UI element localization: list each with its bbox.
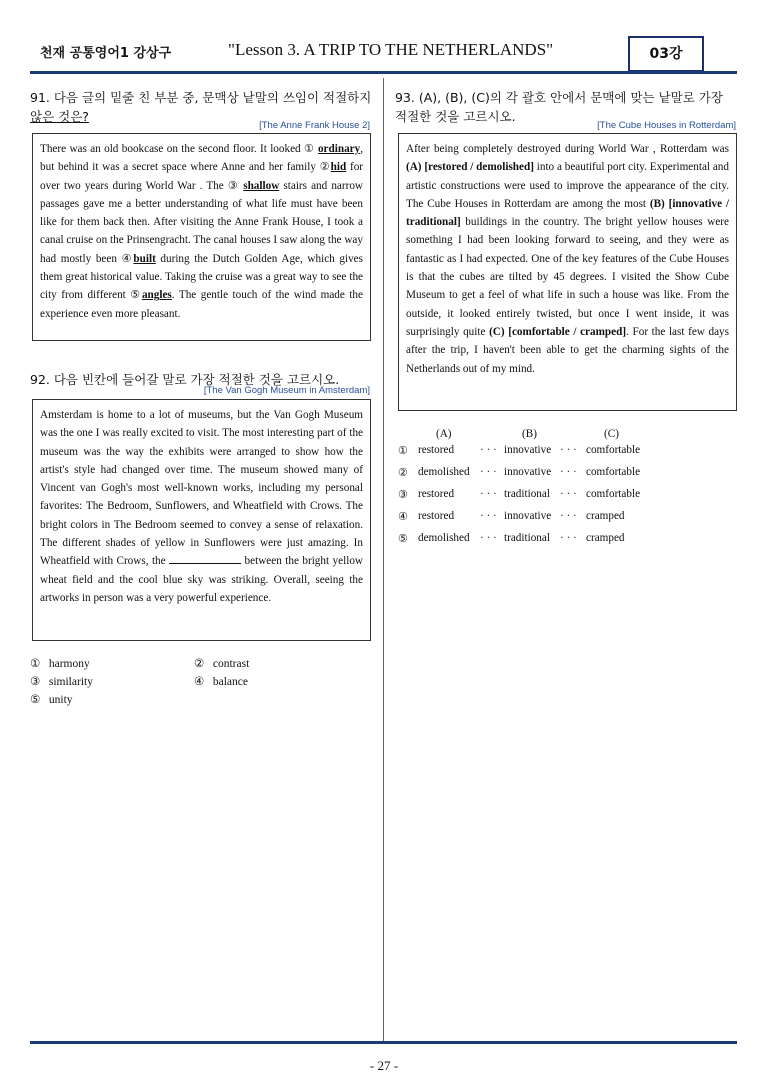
q91-passage: [32, 133, 371, 341]
option-a: restored: [418, 444, 455, 456]
choice-text: similarity: [48, 676, 93, 688]
q91-text-1: There was an old bookcase on the second floor. It looked: [40, 143, 304, 155]
separator-dots: · · ·: [480, 532, 497, 544]
option-number: ②: [398, 467, 409, 479]
q91-underlined-2: hid: [330, 161, 347, 174]
option-number: ③: [398, 489, 409, 501]
option-c: comfortable: [586, 466, 641, 478]
separator-dots: · · ·: [560, 466, 577, 478]
q93-text-1: After being completely destroyed during World War , Rotterdam was: [406, 143, 729, 155]
q93-option-4[interactable]: [398, 510, 738, 530]
header-c: (C): [604, 428, 619, 440]
q92-choice-1[interactable]: [30, 655, 90, 673]
q93-passage: [398, 133, 737, 411]
q93-answer-table: [398, 428, 738, 558]
choice-number: ②: [194, 658, 205, 670]
option-b: traditional: [504, 488, 550, 500]
q92-source: [The Van Gogh Museum in Amsterdam]: [203, 385, 370, 396]
q93-prompt-line1: 93. (A), (B), (C)의 각 괄호 안에서 문맥에 맞는 낱말로 가장: [395, 90, 723, 105]
q93-option-2[interactable]: [398, 466, 738, 486]
lesson-badge: 03강: [628, 36, 704, 72]
book-title: 천재 공통영어1 강상구: [40, 46, 172, 61]
q91-text-2: , but behind it was a secret space where Anne and her family: [40, 143, 364, 174]
q92-prompt: 92. 다음 빈칸에 들어갈 말로 가장 적절한 것을 고르시오.: [30, 372, 340, 387]
separator-dots: · · ·: [560, 510, 577, 522]
option-c: comfortable: [586, 444, 641, 456]
choice-number: ⑤: [30, 694, 41, 706]
q91-text-6: . The gentle touch of the wind made the experience even more pleasant.: [40, 289, 363, 320]
separator-dots: · · ·: [560, 532, 577, 544]
q92-choice-2[interactable]: [194, 655, 249, 673]
choice-number: ④: [194, 676, 205, 688]
separator-dots: · · ·: [560, 444, 577, 456]
q91-text-4: stairs and narrow passages gave me a better understanding of what life must have been like for them back then. After visiting the Anne Frank House, I took a canal cruise on the Prinsengracht. The canal houses I saw along the way had mostly been: [40, 179, 364, 265]
option-c: comfortable: [586, 488, 641, 500]
page-number: - 27 -: [369, 1058, 399, 1073]
q91-prompt-line2: 않은 것은?: [30, 109, 89, 124]
q93-option-5[interactable]: [398, 532, 738, 552]
option-a: demolished: [418, 466, 470, 478]
q92-choice-5[interactable]: [30, 691, 73, 709]
header-rule: [30, 71, 737, 74]
choice-text: contrast: [212, 658, 250, 670]
column-divider: [383, 78, 384, 1043]
q92-text-after: between the bright yellow wheat field and the cool blue sky was striking. Overall, seeing the artworks in person was a very powerful experience.: [40, 555, 363, 604]
q93-text-4: . For the last few days after the trip, I haven't been able to get the charming sights of the Netherlands out of my mind.: [406, 325, 730, 375]
separator-dots: · · ·: [480, 510, 497, 522]
header-b: (B): [522, 428, 537, 440]
q91-marker-2: ②: [319, 161, 331, 174]
q93-bracket-b: (B) [innovative / traditional]: [406, 197, 729, 229]
choice-text: balance: [212, 676, 248, 688]
option-a: restored: [418, 488, 455, 500]
option-c: cramped: [586, 532, 625, 544]
q91-underlined-3: shallow: [243, 179, 280, 192]
q91-underlined-1: ordinary: [317, 143, 361, 155]
choice-number: ③: [30, 676, 41, 688]
option-b: innovative: [504, 466, 552, 478]
choice-text: unity: [48, 694, 73, 706]
q93-source: [The Cube Houses in Rotterdam]: [597, 120, 736, 131]
option-b: innovative: [504, 510, 552, 522]
q91-underlined-5: angles: [141, 289, 172, 302]
option-number: ④: [398, 511, 409, 523]
q93-bracket-c: (C) [comfortable / cramped]: [489, 325, 627, 338]
option-c: cramped: [586, 510, 625, 522]
option-b: innovative: [504, 444, 552, 456]
option-a: demolished: [418, 532, 470, 544]
q91-marker-4: ④: [121, 252, 134, 265]
q91-underlined-4: built: [133, 252, 156, 265]
q92-text-before: Amsterdam is home to a lot of museums, but the Van Gogh Museum was the one I was really excited to visit. The most interesting part of the museum was the way the exhibits were arranged to show how the artist's style had changed over time. The museum showed many of Vincent van Gogh's most well-known works, including my personal favorites: The Bedroom, Sunflowers, and Wheatfield with Crows. The bright colors in The Bedroom seemed to convey a sense of relaxation. The different shades of yellow in Sunflowers were just amazing. In Wheatfield with Crows, the: [40, 409, 363, 568]
q92-choice-4[interactable]: [194, 673, 248, 691]
separator-dots: · · ·: [560, 488, 577, 500]
lesson-title: "Lesson 3. A TRIP TO THE NETHERLANDS": [228, 40, 554, 59]
q92-choice-3[interactable]: [30, 673, 93, 691]
q91-prompt-line1: 91. 다음 글의 밑줄 친 부분 중, 문맥상 낱말의 쓰임이 적절하지: [30, 90, 372, 105]
q93-bracket-a: (A) [restored / demolished]: [406, 161, 534, 174]
q93-prompt-line2: 적절한 것을 고르시오.: [395, 109, 516, 124]
option-b: traditional: [504, 532, 550, 544]
option-number: ①: [398, 445, 409, 457]
q91-text-5: during the Dutch Golden Age, which gives them great historical value. Taking the cruise was a great way to see the city from different: [40, 252, 363, 302]
footer-rule: [30, 1041, 737, 1044]
option-a: restored: [418, 510, 455, 522]
q91-marker-1: ①: [304, 143, 315, 155]
choice-text: harmony: [48, 658, 90, 670]
choice-number: ①: [30, 658, 41, 670]
q93-text-2: into a beautiful port city. Experimental and artistic constructions were used to improve the appearance of the city. The Cube Houses in Rotterdam are among the most: [406, 161, 729, 210]
q93-option-1[interactable]: [398, 444, 738, 464]
q91-text-3: for over two years during World War . The: [40, 161, 364, 192]
q93-option-3[interactable]: [398, 488, 738, 508]
q91-marker-5: ⑤: [130, 289, 142, 302]
separator-dots: · · ·: [480, 444, 497, 456]
option-number: ⑤: [398, 533, 409, 545]
separator-dots: · · ·: [480, 488, 497, 500]
q91-source: [The Anne Frank House 2]: [259, 120, 370, 131]
separator-dots: · · ·: [480, 466, 497, 478]
page-header: [0, 0, 768, 80]
header-a: (A): [436, 428, 452, 440]
q93-text-3: buildings in the country. The bright yellow houses were something I had been looking forward to seeing, and they were as fantastic as I had expected. One of the key features of the Cube Houses is that the cubes are tilted by 45 degrees. I visited the Show Cube Museum to get a feel of what life in such a house was like. From the outside, it looked entirely twisted, but once I went inside, it was surprisingly quite: [406, 216, 729, 338]
q91-marker-3: ③: [227, 179, 240, 192]
answer-blank: [169, 553, 241, 564]
q92-passage: [32, 399, 371, 641]
